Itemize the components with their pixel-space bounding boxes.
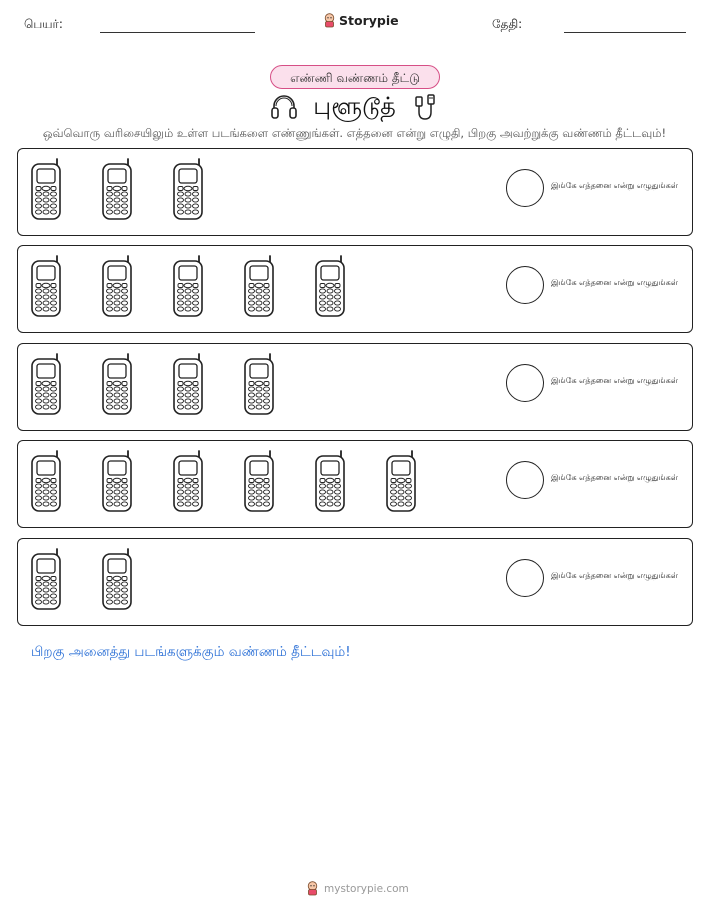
answer-circle[interactable]: [506, 364, 544, 402]
name-line[interactable]: [100, 32, 255, 33]
mobile-phone-icon[interactable]: [171, 449, 205, 513]
cable-icon: [410, 92, 440, 122]
write-count-label: இங்கே எத்தனை என்று எழுதுங்கள்: [551, 571, 678, 580]
counting-row: [17, 440, 693, 528]
mobile-phone-icon[interactable]: [29, 547, 63, 611]
mobile-phone-icon[interactable]: [29, 352, 63, 416]
mobile-phone-icon[interactable]: [100, 157, 134, 221]
date-line[interactable]: [564, 32, 686, 33]
mobile-phone-icon[interactable]: [100, 254, 134, 318]
mobile-phone-icon[interactable]: [171, 157, 205, 221]
mobile-phone-icon[interactable]: [313, 449, 347, 513]
mobile-phone-icon[interactable]: [29, 254, 63, 318]
answer-circle[interactable]: [506, 559, 544, 597]
storypie-mascot-icon: [306, 881, 319, 896]
mobile-phone-icon[interactable]: [29, 449, 63, 513]
counting-row: [17, 245, 693, 333]
headphones-icon: [269, 92, 299, 122]
answer-circle[interactable]: [506, 266, 544, 304]
footer-note: பிறகு அனைத்து படங்களுக்கும் வண்ணம் தீட்டவும்!: [31, 644, 351, 660]
brand-name: Storypie: [339, 13, 399, 28]
page-title: புளூடூத்: [313, 91, 396, 120]
counting-row: [17, 538, 693, 626]
answer-circle[interactable]: [506, 461, 544, 499]
mobile-phone-icon[interactable]: [384, 449, 418, 513]
brand-logo: [323, 13, 399, 28]
write-count-label: இங்கே எத்தனை என்று எழுதுங்கள்: [551, 278, 678, 287]
storypie-mascot-icon: [323, 13, 336, 28]
answer-circle[interactable]: [506, 169, 544, 207]
write-count-label: இங்கே எத்தனை என்று எழுதுங்கள்: [551, 473, 678, 482]
write-count-label: இங்கே எத்தனை என்று எழுதுங்கள்: [551, 376, 678, 385]
counting-row: [17, 343, 693, 431]
instruction-text: ஒவ்வொரு வரிசையிலும் உள்ள படங்களை எண்ணுங்கள். எத்தனை என்று எழுதி, பிறகு அவற்றுக்கு வண்ணம் தீட்டவும்!: [42, 126, 667, 140]
mobile-phone-icon[interactable]: [313, 254, 347, 318]
mobile-phone-icon[interactable]: [100, 449, 134, 513]
mobile-phone-icon[interactable]: [242, 254, 276, 318]
date-label: தேதி:: [492, 17, 523, 31]
site-footer: [306, 881, 409, 896]
mobile-phone-icon[interactable]: [171, 254, 205, 318]
mobile-phone-icon[interactable]: [242, 352, 276, 416]
mobile-phone-icon[interactable]: [100, 547, 134, 611]
mobile-phone-icon[interactable]: [242, 449, 276, 513]
mobile-phone-icon[interactable]: [100, 352, 134, 416]
write-count-label: இங்கே எத்தனை என்று எழுதுங்கள்: [551, 181, 678, 190]
site-url[interactable]: mystorypie.com: [324, 882, 409, 895]
name-label: பெயர்:: [24, 17, 63, 31]
activity-badge: எண்ணி வண்ணம் தீட்டு: [270, 65, 440, 89]
mobile-phone-icon[interactable]: [171, 352, 205, 416]
title-row: [0, 90, 709, 124]
mobile-phone-icon[interactable]: [29, 157, 63, 221]
counting-row: [17, 148, 693, 236]
